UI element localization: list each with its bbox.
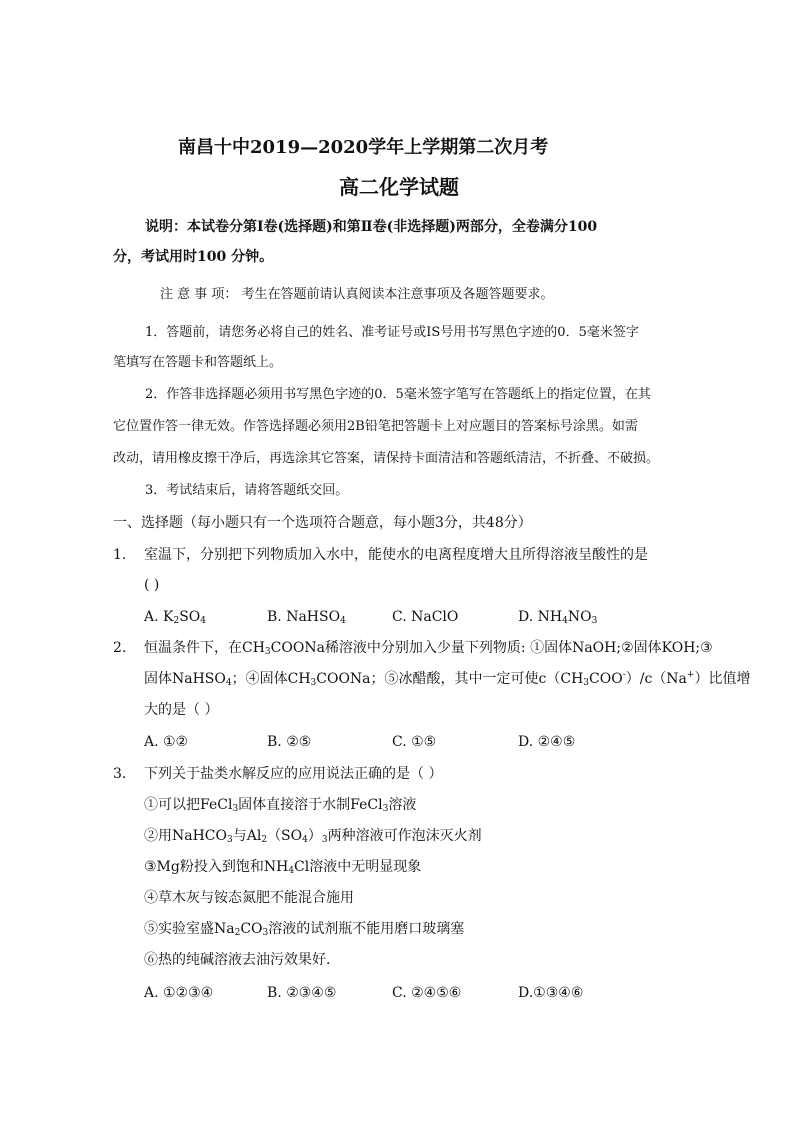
instruction-1-line-2: 笔填写在答题卡和答题纸上。 <box>113 355 283 370</box>
description-line-2: 分，考试用时100 分钟。 <box>113 249 274 265</box>
question-number: 3. <box>113 766 127 782</box>
option-a: A. ①② <box>144 734 189 750</box>
question-2-line-2: 固体NaHSO$_4$；④固体$CH_3COONa$；⑤冰醋酸，其中一定可使$c(CH_3COO^-)/c(Na^+)$比值增 <box>144 670 751 688</box>
option-d: D. ②④⑤ <box>518 734 576 750</box>
question-3-stem: 下列关于盐类水解反应的应用说法正确的是（ ） <box>144 766 443 782</box>
notice-heading: 注 意 事 项： 考生在答题前请认真阅读本注意事项及各题答题要求。 <box>160 287 554 302</box>
question-2-line-1: 恒温条件下，在$CH_3COONa$稀溶液中分别加入少量下列物质: ①固体NaOH;②固体KOH;③ <box>144 640 713 657</box>
instruction-3: 3．考试结束后，请将答题纸交回。 <box>145 483 349 498</box>
exam-title: 南昌十中2019—2020学年上学期第二次月考 <box>178 137 549 158</box>
option-c: C. NaClO <box>392 609 459 625</box>
option-d: D.①③④⑥ <box>518 985 584 1001</box>
option-b: B. ②③④⑤ <box>267 985 337 1001</box>
option-a: A. $K_2SO_4$ <box>144 609 207 626</box>
statement-3: ③Mg粉投入到饱和$NH_4Cl$溶液中无明显现象 <box>144 859 422 876</box>
question-number: 1. <box>113 547 127 563</box>
statement-6: ⑥热的纯碱溶液去油污效果好. <box>144 952 331 968</box>
question-2-line-3: 大的是（ ） <box>144 702 219 718</box>
instruction-2-line-2: 它位置作答一律无效。作答选择题必须用2B铅笔把答题卡上对应题目的答案标号涂黑。如需 <box>113 419 638 434</box>
option-b: B. NaHSO$_4$ <box>267 609 346 626</box>
question-number: 2. <box>113 640 127 656</box>
question-1-paren: ( ) <box>144 577 160 593</box>
option-a: A. ①②③④ <box>144 985 214 1001</box>
option-c: C. ②④⑤⑥ <box>392 985 462 1001</box>
statement-4: ④草木灰与铵态氮肥不能混合施用 <box>144 890 354 906</box>
instruction-2-line-1: 2．作答非选择题必须用书写黑色字迹的0．5毫米签字笔写在答题纸上的指定位置，在其 <box>145 387 651 402</box>
description-line-1: 说明：本试卷分第Ⅰ卷(选择题)和第Ⅱ卷(非选择题)两部分，全卷满分100 <box>145 219 598 235</box>
option-d: D. $NH_4NO_3$ <box>518 609 598 626</box>
instruction-2-line-3: 改动，请用橡皮擦干净后，再选涂其它答案，请保持卡面清洁和答题纸清洁，不折叠、不破损。 <box>113 451 660 466</box>
statement-1: ①可以把FeCl$_3$固体直接溶于水制FeCl$_3$溶液 <box>144 797 417 814</box>
instruction-1-line-1: 1．答题前，请您务必将自己的姓名、准考证号或IS号用书写黑色字迹的0．5毫米签字 <box>145 325 639 340</box>
option-b: B. ②⑤ <box>267 734 312 750</box>
exam-subtitle: 高二化学试题 <box>339 175 459 199</box>
option-c: C. ①⑤ <box>392 734 437 750</box>
question-1-stem: 室温下，分别把下列物质加入水中，能使水的电离程度增大且所得溶液呈酸性的是 <box>144 547 648 563</box>
section-heading: 一、选择题（每小题只有一个选项符合题意，每小题3分，共48分） <box>113 515 532 531</box>
statement-2: ②用NaHCO$_3$与$Al_2(SO_4)_3$两种溶液可作泡沫灭火剂 <box>144 828 482 845</box>
statement-5: ⑤实验室盛$Na_2CO_3$溶液的试剂瓶不能用磨口玻璃塞 <box>144 921 465 938</box>
